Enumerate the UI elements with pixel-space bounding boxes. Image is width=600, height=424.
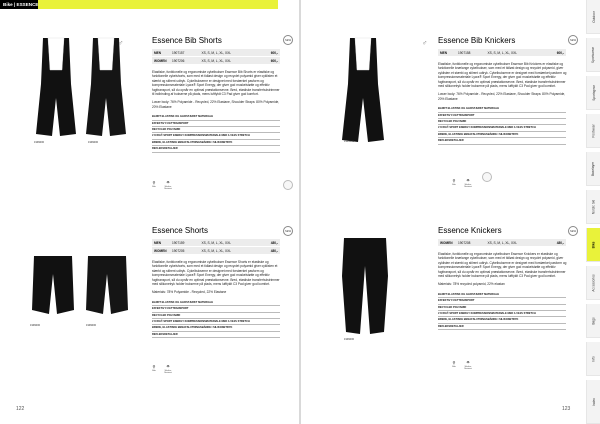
feature-item: BLØDT ELASTISK OG GLIDSTÆRKT MATERIALE — [438, 106, 566, 112]
feature-item: EFFEKTIV FUGTTRANSPORT — [438, 298, 566, 304]
feature-list — [152, 114, 280, 152]
feature-item: REFLEKSDETALJER — [152, 332, 280, 338]
article-code: 1999000 — [88, 141, 99, 144]
product-title: Essence Shorts — [152, 226, 209, 235]
tab-sportswear[interactable]: Sportswear — [586, 38, 600, 72]
product-image-bib-knickers[interactable] — [340, 36, 386, 144]
feature-item: EFFEKTIV FUGTTRANSPORT — [152, 306, 280, 312]
product-description: Elastiske, funktionelle og ergonomiske cykelbukser Essence Bib Shorts er elastiske og funktionelle cykelshorts, som med et tidløst design og recyclet polyamid giver cyklisten et stærkt og stilrent udtryk. Cykelbukserne er designet med forstærket pasform og kompressionsmateriale Lycra® Sport Energy, der giver god muskelstøtte og effektiv fugttransport, så du opnår en optimal præstationsevne. Bred, elastiske transferhulstrimmer til indbinding af bukserne på plads, mens luftfyldt C3 Pad giver god komfort. — [152, 70, 280, 97]
size-price-table — [152, 239, 280, 255]
feature-item: BLØDT ELASTISK OG GLIDSTÆRKT MATERIALE — [438, 292, 566, 298]
product-title: Essence Knickers — [438, 226, 502, 235]
product-description: Elastiske, funktionelle og ergonomiske cykelbukser Essence Knickers er elastiske og funktionelle knælange cykelbukser, som med et tidløst design og recyclet polyamid, giver cyklisten et stærkt og stilrent udtryk. Cykelbukserne er designet med forstærket pasform og kompressionsmateriale Lycra® Sport Energy, der giver god muskelstøtte og effektiv fugttransport, så du opnår en optimal præstationsevne. Bred, elastiske transferhulstrimmer med silikonetryk holder bukserne på plads, mens luftfyldt C3 Pad giver god komfort. — [438, 252, 567, 279]
price: 600,- — [260, 49, 280, 57]
tab-outdoor[interactable]: Outdoor — [586, 0, 600, 34]
materials: Materials: 78% Polyamide - Recycled, 22% Elastane — [152, 290, 227, 295]
gender-label: WOMEN — [152, 57, 170, 65]
page-number-right: 123 — [562, 406, 571, 412]
product-title: Essence Bib Shorts — [152, 36, 222, 45]
feature-item: EFFEKTIV FUGTTRANSPORT — [152, 121, 280, 127]
feature-item: BREDE, ELASTISKE BENAFSLUTNINGSBÅNDE I SILIKONETRYK — [152, 140, 280, 146]
product-card-essence-knickers[interactable] — [302, 214, 586, 424]
feature-list — [152, 300, 280, 338]
size-row — [438, 49, 566, 57]
article-code: 1999000 — [34, 141, 45, 144]
size-price-table — [152, 49, 280, 65]
article-number: 1907205 — [170, 247, 199, 255]
feature-item: RECYCLED POLYAMID — [438, 119, 566, 125]
feature-item: BREDE, ELASTISKE BENAFSLUTNINGSBÅNDE I SILIKONETRYK — [438, 317, 566, 323]
page-spine — [299, 0, 301, 424]
new-badge: NEW — [568, 35, 578, 45]
product-card-essence-bib-shorts[interactable] — [0, 0, 298, 210]
feature-item: REFLEKSDETALJER — [438, 138, 566, 144]
new-badge: NEW — [283, 35, 293, 45]
feature-item: BLØDT ELASTISK OG GLIDSTÆRKT MATERIALE — [152, 300, 280, 306]
article-number: 1907159 — [170, 239, 199, 247]
size-row — [152, 239, 280, 247]
feature-item: BREDE, ELASTISKE BENAFSLUTNINGSBÅNDE I SILIKONETRYK — [438, 132, 566, 138]
product-image-bib-shorts-men[interactable] — [34, 36, 78, 140]
weather-icon: ☂ — [466, 360, 470, 365]
page-number-left: 122 — [16, 406, 25, 412]
article-number: 1907157 — [170, 49, 199, 57]
article-code: 1999000 — [30, 324, 41, 327]
section-sidebar — [586, 0, 600, 424]
tab-baselayer[interactable]: Baselayer — [586, 152, 600, 186]
tab-index[interactable]: Index — [586, 380, 600, 424]
product-card-essence-shorts[interactable] — [0, 214, 298, 424]
product-description: Elastiske, funktionelle og ergonomiske cykelbukser Essence Bib Knickers er elastiske og funktionelle knælange cykelbukser, som med et tidløst design og recyclet polyamid, giver cyklisten et stærkt og stilrent udtryk. Cykelbukserne er designet med forstærket pasform og kompressionsmateriale Lycra® Sport Energy, der giver god muskelstøtte og effektiv fugttransport, så du opnår en optimal præstationsevne. Bred, elastiske transferhulstrimmer med silikonetryk holder bukserne på plads, mens luftfyldt C3 Pad giver god komfort. — [438, 62, 567, 89]
tab-info[interactable]: Info — [586, 342, 600, 376]
product-title: Essence Bib Knickers — [438, 36, 516, 45]
materials: Lower body: 76% Polyamide - Recycled, 22% Elastane, Shoulder Straps: 80% Polyamide, 20% Elastane — [438, 92, 566, 101]
article-code: 1999000 — [344, 338, 355, 341]
feature-item: LYCRA® SPORT ENERGY KOMPRESSIONSMATERIALE MED 4-VEJS STRETCH — [152, 319, 280, 325]
size-row — [438, 239, 566, 247]
activity-legend: ⚲ Bike ☂ Weather Resistant — [150, 180, 172, 190]
product-image-shorts-women[interactable] — [84, 254, 130, 318]
product-card-essence-bib-knickers[interactable] — [302, 0, 586, 210]
gender-label: MEN — [152, 49, 170, 57]
tab-sportsgear[interactable]: Sportsgear — [586, 76, 600, 110]
size-row — [152, 49, 280, 57]
price: 480,- — [260, 239, 280, 247]
size-row — [152, 247, 280, 255]
feature-item: EFFEKTIV FUGTTRANSPORT — [438, 113, 566, 119]
product-image-knickers[interactable] — [340, 236, 390, 336]
weather-icon: ☂ — [466, 178, 470, 183]
new-badge: NEW — [568, 226, 578, 236]
price: 600,- — [546, 49, 566, 57]
product-description: Elastiske, funktionelle og ergonomiske cykelbukser Essence Shorts er elastiske og funktionelle cykelshorts, som med et tidløst design og recyclet polyamid giver cyklisten et stærkt og stilrent udtryk. Cykelbukserne er designet med forstærket pasform og kompressionsmateriale Lycra® Sport Energy, der giver god muskelstøtte og effektiv fugttransport, så du opnår en optimal præstationsevne. Bred, elastiske transferhulstrimmer med silikonetryk holder bukserne på plads, mens luftfyldt C3 Pad giver god komfort. — [152, 260, 280, 287]
price: 480,- — [546, 239, 566, 247]
materials: Materials: 78% recycled polyamid, 22% elastan — [438, 282, 505, 287]
section-header-label: Bike | ESSENCE — [0, 0, 38, 9]
activity-legend: ⚲ Bike ☂ Weather Resistant — [450, 178, 472, 188]
activity-legend: ⚲ Bike ☂ Weather Resistant — [450, 360, 472, 370]
tab-nordic-ski[interactable]: Nordic Ski — [586, 190, 600, 224]
tab-accessories[interactable]: Accessories — [586, 266, 600, 300]
article-code: 1999000 — [86, 324, 97, 327]
article-number: 1907206 — [170, 57, 199, 65]
bike-icon: ⚲ — [452, 360, 456, 365]
feature-item: RECYCLED POLYAMID — [152, 127, 280, 133]
gender-label: WOMEN — [152, 247, 170, 255]
feature-item: BREDE, ELASTISKE BENAFSLUTNINGSBÅNDE I SILIKONETRYK — [152, 325, 280, 331]
gender-label: MEN — [152, 239, 170, 247]
price: 480,- — [260, 247, 280, 255]
men-icon: ♂ — [118, 40, 124, 47]
product-image-bib-shorts-women[interactable] — [84, 36, 128, 140]
feature-item: BLØDT ELASTISK OG GLIDSTÆRKT MATERIALE — [152, 114, 280, 120]
men-icon: ♂ — [422, 40, 428, 47]
feature-item: RECYCLED POLYAMID — [152, 313, 280, 319]
tab-bike[interactable]: Bike — [586, 228, 600, 262]
bike-icon: ⚲ — [152, 364, 156, 369]
price: 600,- — [260, 57, 280, 65]
feature-item: LYCRA® SPORT ENERGY KOMPRESSIONSMATERIALE MED 4-VEJS STRETCH — [438, 311, 566, 317]
weather-icon: ☂ — [166, 180, 170, 185]
gender-label: MEN — [438, 49, 456, 57]
sizes: XS, S, M, L, XL, XXL — [485, 49, 545, 57]
tab-footwear[interactable]: Footwear — [586, 114, 600, 148]
bike-icon: ⚲ — [152, 180, 156, 185]
sizes: XS, S, M, L, XL, XXL — [485, 239, 545, 247]
gender-label: WOMEN — [438, 239, 456, 247]
new-badge: NEW — [283, 226, 293, 236]
activity-legend: ⚲ Bike ☂ Weather Resistant — [150, 364, 172, 374]
bike-icon: ⚲ — [452, 178, 456, 183]
recycled-dot-icon — [482, 172, 492, 182]
article-code: 1999000 — [344, 140, 355, 143]
materials: Lower body: 76% Polyamide - Recycled, 22% Elastane, Shoulder Straps: 80% Polyamide, 20% Elastane — [152, 100, 280, 109]
sizes: XS, S, M, L, XL, XXL — [199, 49, 259, 57]
sizes: XS, S, M, L, XL, XXL — [199, 57, 259, 65]
article-number: 1907208 — [456, 239, 485, 247]
feature-item: REFLEKSDETALJER — [152, 146, 280, 152]
feature-list — [438, 292, 566, 330]
feature-item: RECYCLED POLYAMID — [438, 305, 566, 311]
size-price-table — [438, 239, 566, 247]
feature-item: REFLEKSDETALJER — [438, 324, 566, 330]
feature-item: LYCRA® SPORT ENERGY KOMPRESSIONSMATERIALE MED 4-VEJS STRETCH — [152, 133, 280, 139]
product-image-shorts-men[interactable] — [30, 254, 76, 318]
weather-icon: ☂ — [166, 364, 170, 369]
tab-bags[interactable]: Bags — [586, 304, 600, 338]
feature-item: LYCRA® SPORT ENERGY KOMPRESSIONSMATERIALE MED 4-VEJS STRETCH — [438, 125, 566, 131]
feature-list — [438, 106, 566, 144]
article-number: 1907158 — [456, 49, 485, 57]
sizes: XS, S, M, L, XL, XXL — [199, 239, 259, 247]
size-row — [152, 57, 280, 65]
size-price-table — [438, 49, 566, 57]
sizes: XS, S, M, L, XL, XXL — [199, 247, 259, 255]
recycled-dot-icon — [283, 180, 293, 190]
